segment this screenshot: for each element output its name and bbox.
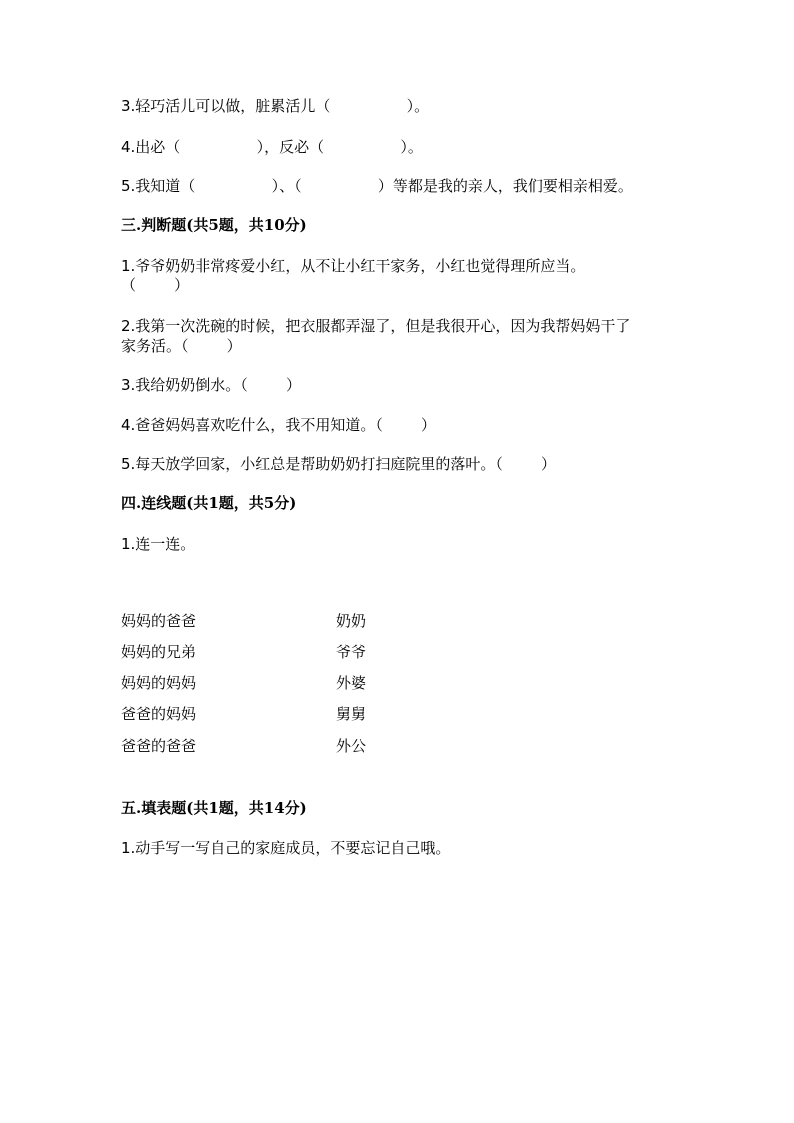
judge-item-4: 4.爸爸妈妈喜欢吃什么，我不用知道。（ ） xyxy=(121,416,436,434)
match-left-item: 妈妈的妈妈 xyxy=(121,674,197,692)
section-5-heading: 五.填表题(共1题，共14分) xyxy=(121,799,307,817)
judge-item-2-line1: 2.我第一次洗碗的时候，把衣服都弄湿了，但是我很开心，因为我帮妈妈干了 xyxy=(121,317,631,335)
judge-item-5: 5.每天放学回家，小红总是帮助奶奶打扫庭院里的落叶。（ ） xyxy=(121,455,556,473)
section-3-heading: 三.判断题(共5题，共10分) xyxy=(121,216,307,234)
match-left-item: 爸爸的妈妈 xyxy=(121,705,197,723)
match-right-item: 奶奶 xyxy=(336,612,367,630)
judge-item-2-line2: 家务活。（ ） xyxy=(121,337,242,355)
fill-item-5: 5.我知道（ ）、（ ）等都是我的亲人，我们要相亲相爱。 xyxy=(121,177,633,195)
fill-item-4: 4.出必（ ），反必（ ）。 xyxy=(121,138,423,156)
judge-item-1-line2: （ ） xyxy=(121,276,190,294)
match-left-item: 妈妈的兄弟 xyxy=(121,643,197,661)
judge-item-1-line1: 1.爷爷奶奶非常疼爱小红，从不让小红干家务，小红也觉得理所应当。 xyxy=(121,257,586,275)
table-question: 1.动手写一写自己的家庭成员，不要忘记自己哦。 xyxy=(121,839,451,857)
section-4-heading: 四.连线题(共1题，共5分) xyxy=(121,494,297,512)
match-right-item: 舅舅 xyxy=(336,705,367,723)
fill-item-3: 3.轻巧活儿可以做，脏累活儿（ ）。 xyxy=(121,97,430,115)
match-right-item: 外婆 xyxy=(336,674,367,692)
judge-item-3: 3.我给奶奶倒水。（ ） xyxy=(121,376,301,394)
match-right-item: 爷爷 xyxy=(336,643,367,661)
match-left-item: 妈妈的爸爸 xyxy=(121,612,197,630)
matching-question: 1.连一连。 xyxy=(121,535,196,553)
match-right-item: 外公 xyxy=(336,737,367,755)
match-left-item: 爸爸的爸爸 xyxy=(121,737,197,755)
